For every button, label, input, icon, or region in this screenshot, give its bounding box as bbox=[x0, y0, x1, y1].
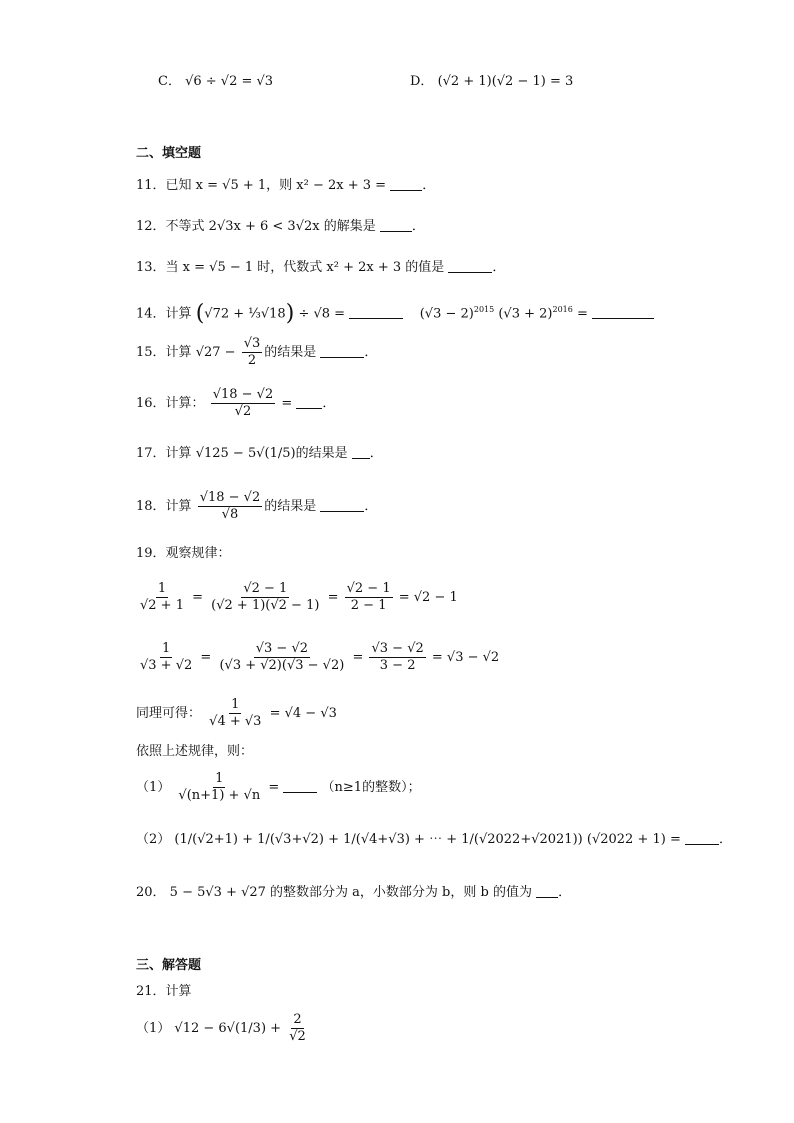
answer-blank bbox=[592, 306, 654, 319]
rule3-rhs: = √4 − √3 bbox=[269, 706, 337, 721]
right-paren: ) bbox=[285, 300, 295, 326]
rule2-lhs-num: 1 bbox=[162, 641, 171, 656]
answer-blank bbox=[320, 499, 364, 512]
rule1-lhs-den: √2 + 1 bbox=[140, 598, 184, 613]
q15-num: √3 bbox=[243, 336, 261, 351]
option-c bbox=[158, 73, 273, 91]
end-mark: ． bbox=[364, 345, 378, 360]
rule2-rhs: = √3 − √2 bbox=[431, 650, 500, 665]
q21-part-1-label: （1） bbox=[136, 1021, 171, 1036]
rule1-eq: = bbox=[327, 590, 339, 605]
option-c-label: C． bbox=[158, 74, 181, 89]
q14-exp-c: 2016 bbox=[552, 305, 573, 314]
rule1-lhs bbox=[138, 581, 186, 614]
rule2-eq: = bbox=[200, 650, 212, 665]
rule2-m2 bbox=[369, 641, 425, 674]
left-paren: ( bbox=[195, 300, 205, 326]
question-17-suffix: 的结果是 bbox=[295, 446, 348, 461]
p2-tail: (√2022 + 1) = bbox=[586, 832, 681, 847]
p2-sum: (1/(√2+1) + 1/(√3+√2) + 1/(√4+√3) + ⋯ + 1/(√2022+√2021)) bbox=[174, 832, 583, 847]
answer-blank bbox=[283, 780, 317, 793]
question-18-suffix: 的结果是 bbox=[264, 499, 317, 514]
q14-expr-c: (√3 + 2) bbox=[498, 306, 553, 322]
q18-num: √18 − √2 bbox=[199, 490, 261, 505]
end-mark: ． bbox=[369, 446, 383, 461]
question-20-text: 20． 5 − 5√3 + √27 的整数部分为 a，小数部分为 b，则 b 的值为 bbox=[136, 885, 532, 900]
question-12 bbox=[136, 218, 425, 236]
rule1-rhs: = √2 − 1 bbox=[398, 590, 458, 605]
question-13-text: 13．当 x = √5 − 1 时，代数式 x² + 2x + 3 的值是 bbox=[136, 260, 445, 275]
option-c-expr: √6 ÷ √2 = √3 bbox=[185, 74, 274, 89]
question-11 bbox=[136, 177, 435, 195]
rule2-m2-num: √3 − √2 bbox=[371, 641, 424, 656]
end-mark: ． bbox=[322, 396, 336, 411]
p1-num: 1 bbox=[215, 771, 224, 786]
question-16 bbox=[136, 386, 335, 422]
end-mark: ． bbox=[492, 260, 506, 275]
option-d-expr: (√2 + 1)(√2 − 1) = 3 bbox=[437, 74, 574, 89]
q21-den: √2 bbox=[289, 1029, 306, 1044]
p1-note: （n≥1的整数）； bbox=[321, 780, 421, 795]
q16-eq: = bbox=[281, 396, 293, 411]
q17-expr: √125 − 5√(1/5) bbox=[195, 446, 296, 461]
answer-blank bbox=[448, 260, 492, 273]
q18-fraction bbox=[198, 490, 263, 523]
rule1-m1-num: √2 − 1 bbox=[243, 581, 288, 596]
answer-blank bbox=[685, 832, 719, 845]
rule-line-3 bbox=[136, 696, 337, 732]
question-14 bbox=[136, 301, 654, 325]
question-18 bbox=[136, 489, 377, 525]
q19-part-2 bbox=[136, 831, 732, 849]
answer-blank bbox=[320, 345, 364, 358]
rule1-m2-den: 2 − 1 bbox=[350, 598, 387, 613]
question-13 bbox=[136, 259, 505, 277]
q16-den: √2 bbox=[234, 404, 252, 419]
question-12-text: 12．不等式 2√3x + 6 < 3√2x 的解集是 bbox=[136, 219, 376, 234]
answer-blank bbox=[349, 306, 403, 319]
section-fill-blank-heading: 二、填空题 bbox=[136, 146, 202, 161]
q14-expr-b: (√3 − 2) bbox=[419, 306, 474, 322]
q19-part-1 bbox=[136, 770, 421, 806]
q14-expr-rest: ÷ √8 = bbox=[298, 306, 346, 322]
q15-expr: √27 − bbox=[195, 345, 236, 360]
option-d-label: D． bbox=[410, 74, 434, 89]
rule3-frac bbox=[207, 697, 263, 730]
q21-expr: √12 − 6√(1/3) + bbox=[174, 1021, 282, 1036]
rule1-lhs-num: 1 bbox=[157, 581, 167, 596]
question-20 bbox=[136, 884, 571, 902]
q16-fraction bbox=[211, 387, 276, 420]
rule1-m1 bbox=[209, 581, 321, 614]
question-15-suffix: 的结果是 bbox=[264, 345, 317, 360]
rule1-m1-den: (√2 + 1)(√2 − 1) bbox=[211, 598, 320, 613]
question-21-part-1 bbox=[136, 1010, 310, 1048]
q14-eq: = bbox=[577, 306, 588, 322]
question-14-prefix: 14．计算 bbox=[136, 306, 192, 322]
rule2-m1 bbox=[217, 641, 346, 674]
end-mark: ． bbox=[718, 832, 732, 847]
q15-den: 2 bbox=[247, 353, 257, 368]
question-17-prefix: 17．计算 bbox=[136, 446, 192, 461]
rule1-m2 bbox=[345, 581, 393, 614]
end-mark: ． bbox=[558, 885, 572, 900]
question-17 bbox=[136, 445, 383, 463]
q19-part-2-label: （2） bbox=[136, 832, 171, 847]
rule1-eq: = bbox=[192, 590, 204, 605]
rule2-m1-num: √3 − √2 bbox=[255, 641, 309, 656]
question-11-text: 11．已知 x = √5 + 1，则 x² − 2x + 3 = bbox=[136, 178, 387, 193]
option-d bbox=[410, 73, 573, 91]
answer-blank bbox=[380, 219, 412, 232]
p1-eq: = bbox=[268, 780, 280, 795]
rule-line-1 bbox=[136, 578, 458, 618]
end-mark: ． bbox=[422, 178, 436, 193]
end-mark: ． bbox=[364, 499, 378, 514]
q14-exp-b: 2015 bbox=[473, 305, 495, 314]
question-15-prefix: 15．计算 bbox=[136, 345, 192, 360]
answer-blank bbox=[390, 178, 422, 191]
q18-den: √8 bbox=[221, 507, 239, 522]
rule2-m2-den: 3 − 2 bbox=[379, 658, 416, 673]
q16-num: √18 − √2 bbox=[212, 387, 274, 402]
rule-line-2 bbox=[136, 638, 499, 678]
rule3-den: √4 + √3 bbox=[209, 714, 262, 729]
p1-den: √(n+1) + √n bbox=[178, 788, 261, 803]
q15-fraction bbox=[242, 336, 263, 369]
answer-blank bbox=[352, 446, 370, 459]
p1-frac bbox=[176, 771, 262, 804]
q21-frac bbox=[287, 1012, 308, 1045]
rule2-lhs-den: √3 + √2 bbox=[140, 658, 193, 673]
q21-num: 2 bbox=[293, 1012, 302, 1027]
question-19-title: 19．观察规律： bbox=[136, 546, 231, 561]
section-solve-heading: 三、解答题 bbox=[136, 958, 202, 973]
question-15 bbox=[136, 336, 377, 366]
rule2-m1-den: (√3 + √2)(√3 − √2) bbox=[219, 658, 345, 673]
follow-rule-label: 依照上述规律，则： bbox=[136, 744, 254, 759]
rule3-num: 1 bbox=[231, 697, 240, 712]
same-reasoning-label: 同理可得： bbox=[136, 706, 202, 721]
rule2-eq: = bbox=[352, 650, 364, 665]
q19-part-1-label: （1） bbox=[136, 780, 171, 795]
end-mark: ． bbox=[411, 219, 425, 234]
question-16-prefix: 16．计算： bbox=[136, 396, 205, 411]
rule1-m2-num: √2 − 1 bbox=[346, 581, 391, 596]
answer-blank bbox=[536, 885, 558, 898]
q14-expr-terms: √72 + ⅓√18 bbox=[204, 306, 286, 322]
answer-blank bbox=[296, 396, 322, 409]
question-18-prefix: 18．计算 bbox=[136, 499, 192, 514]
question-21-title: 21．计算 bbox=[136, 984, 192, 999]
rule2-lhs bbox=[138, 641, 194, 674]
